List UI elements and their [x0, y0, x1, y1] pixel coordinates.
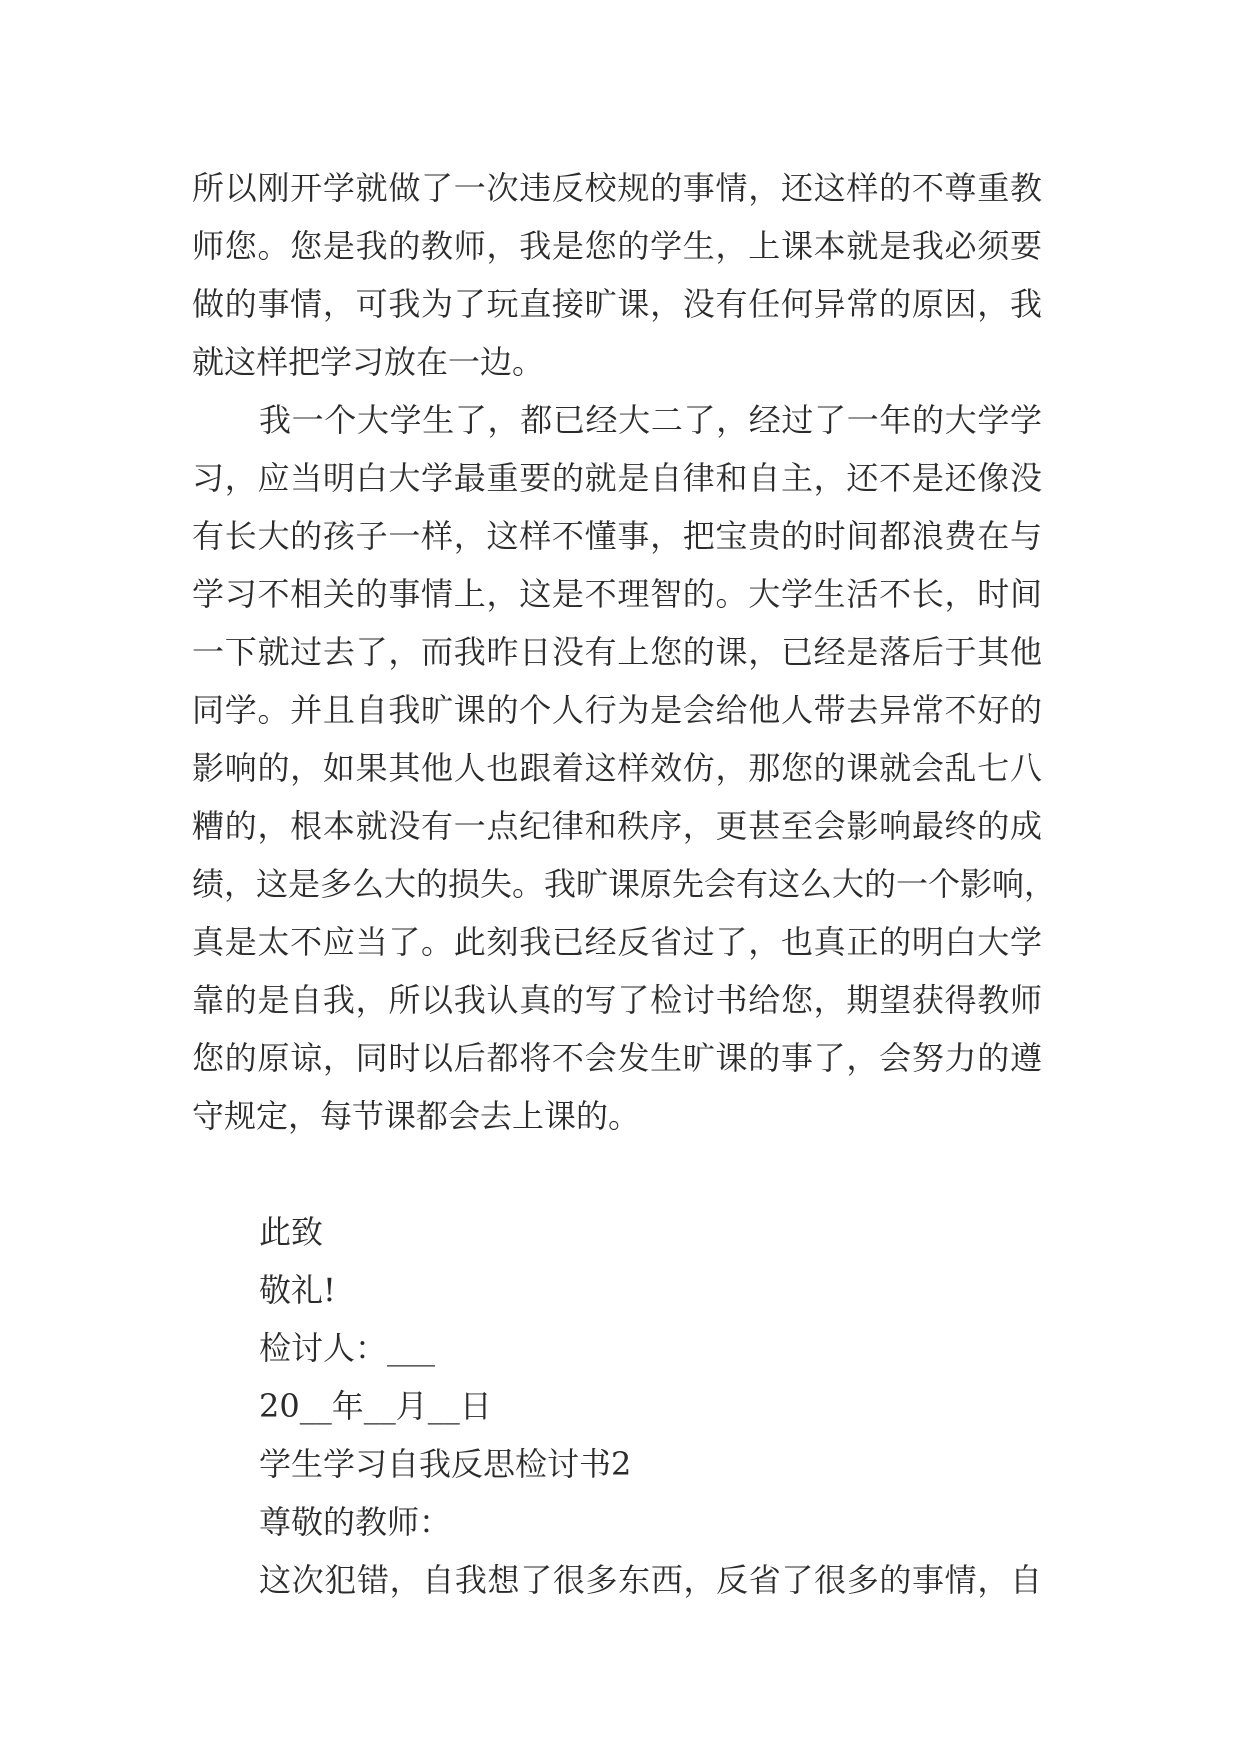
- paragraph-line-indented: 这次犯错，自我想了很多东西，反省了很多的事情，自: [259, 1561, 1042, 1599]
- paragraph-line: 您的原谅，同时以后都将不会发生旷课的事了，会努力的遵: [192, 1039, 1042, 1077]
- paragraph-line: 学习不相关的事情上，这是不理智的。大学生活不长，时间: [192, 575, 1042, 613]
- paragraph-line: 就这样把学习放在一边。: [192, 343, 545, 381]
- paragraph-line: 师您。您是我的教师，我是您的学生，上课本就是我必须要: [192, 227, 1042, 265]
- paragraph-line-indented: 我一个大学生了，都已经大二了，经过了一年的大学学: [259, 401, 1042, 439]
- paragraph-line: 所以刚开学就做了一次违反校规的事情，还这样的不尊重教: [192, 169, 1042, 207]
- paragraph-line: 影响的，如果其他人也跟着这样效仿，那您的课就会乱七八: [192, 749, 1042, 787]
- paragraph-line: 做的事情，可我为了玩直接旷课，没有任何异常的原因，我: [192, 285, 1042, 323]
- closing-regards: 敬礼!: [259, 1271, 336, 1309]
- greeting-line: 尊敬的教师：: [259, 1503, 452, 1541]
- paragraph-line: 真是太不应当了。此刻我已经反省过了，也真正的明白大学: [192, 923, 1042, 961]
- paragraph-line: 绩，这是多么大的损失。我旷课原先会有这么大的一个影响，: [192, 865, 1057, 903]
- closing-salutation: 此致: [259, 1213, 324, 1251]
- paragraph-line: 守规定，每节课都会去上课的。: [192, 1097, 641, 1135]
- paragraph-line: 同学。并且自我旷课的个人行为是会给他人带去异常不好的: [192, 691, 1042, 729]
- paragraph-line: 糟的，根本就没有一点纪律和秩序，更甚至会影响最终的成: [192, 807, 1042, 845]
- paragraph-line: 靠的是自我，所以我认真的写了检讨书给您，期望获得教师: [192, 981, 1042, 1019]
- section-title: 学生学习自我反思检讨书2: [259, 1445, 632, 1483]
- signer-line: 检讨人：___: [259, 1329, 436, 1367]
- paragraph-line: 习，应当明白大学最重要的就是自律和自主，还不是还像没: [192, 459, 1042, 497]
- paragraph-line: 一下就过去了，而我昨日没有上您的课，已经是落后于其他: [192, 633, 1042, 671]
- date-line: 20__年__月__日: [259, 1387, 492, 1425]
- paragraph-line: 有长大的孩子一样，这样不懂事，把宝贵的时间都浪费在与: [192, 517, 1042, 555]
